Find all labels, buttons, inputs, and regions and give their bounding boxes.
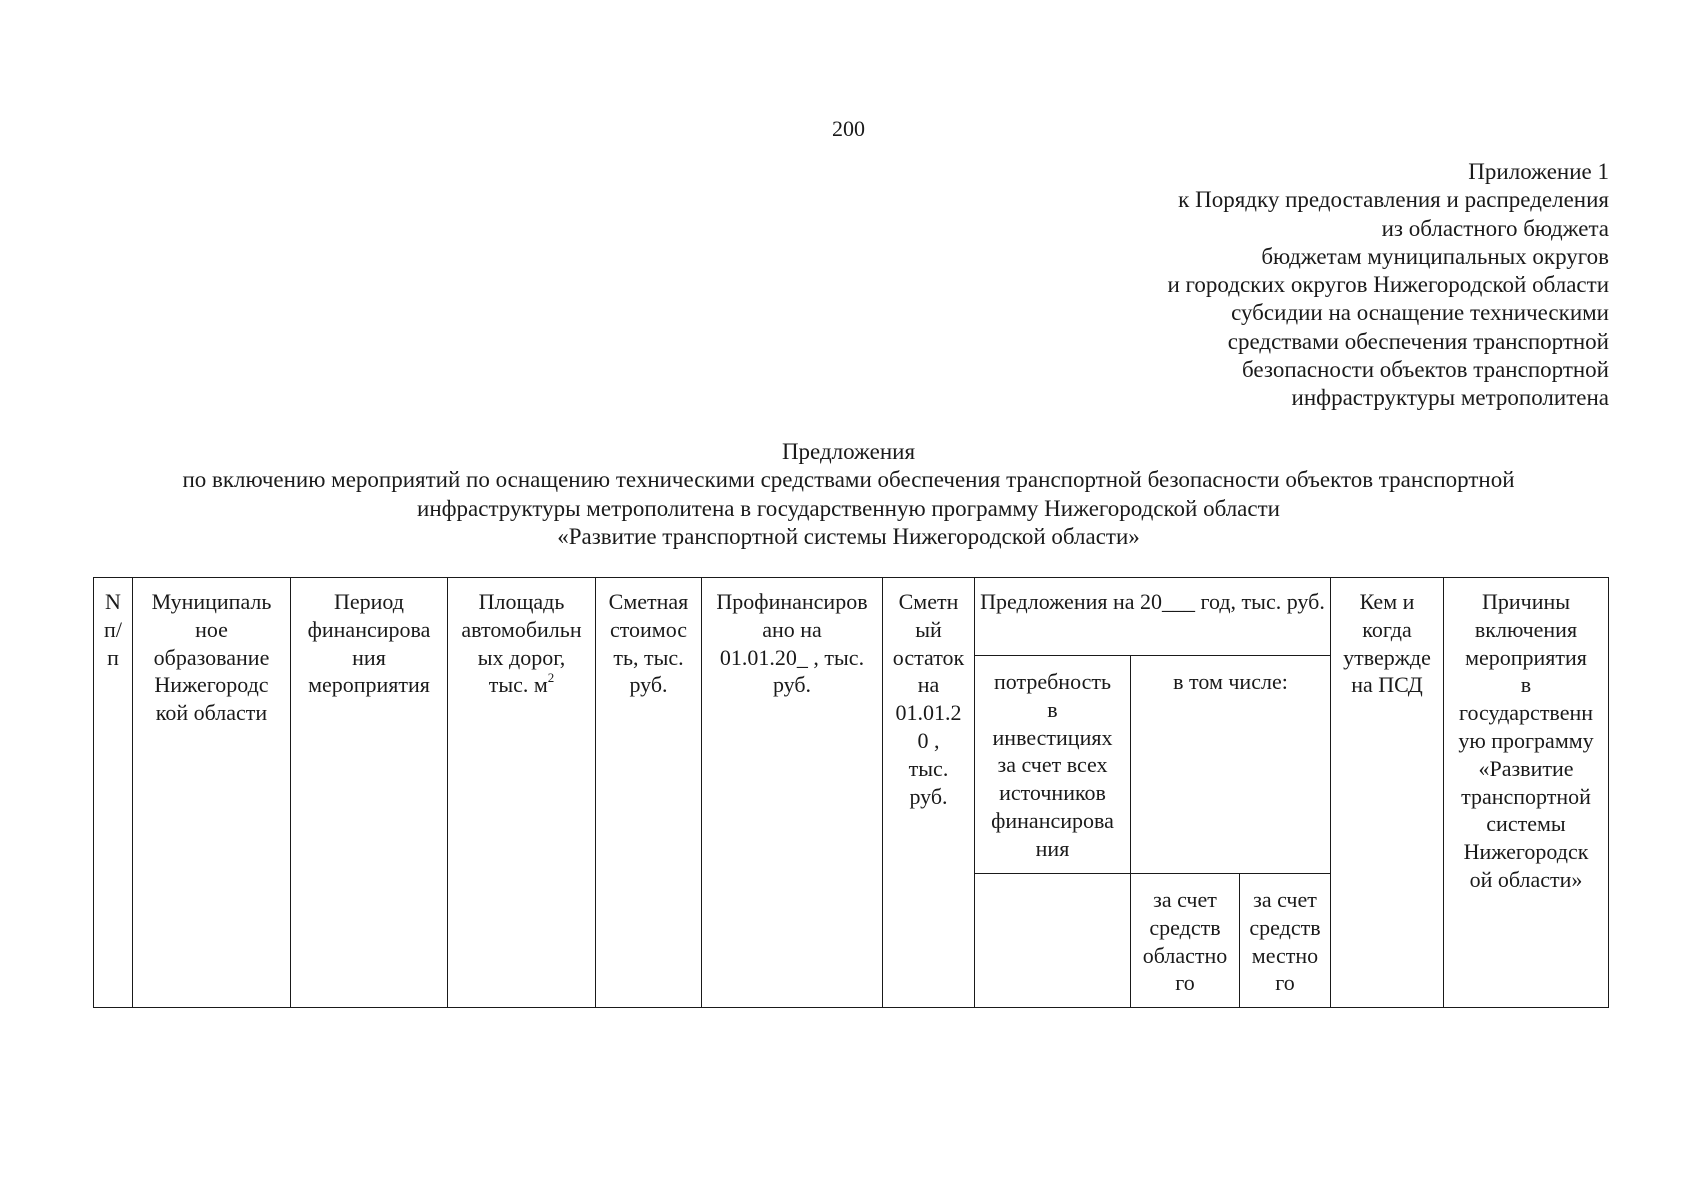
header-line: включения [1474,616,1578,642]
header-line: тыс. [908,755,949,781]
header-line: Кем и [1359,589,1415,614]
header-line: п/ [104,616,122,642]
header-line: средств [1249,914,1321,940]
header-line: «Развитие [1478,755,1574,781]
appendix-line: Приложение 1 [1468,159,1609,184]
header-line: за счет [1153,887,1217,912]
appendix-line: субсидии на оснащение техническими [1231,300,1609,326]
header-line: источников [999,780,1106,806]
appendix-line: средствами обеспечения транспортной [1227,328,1609,354]
header-line: ано на [762,616,822,642]
header-line: в [1047,696,1058,722]
appendix-line: инфраструктуры метрополитена [1291,385,1609,411]
title-line: Предложения [781,439,916,464]
appendix-line: к Порядку предоставления и распределения [1178,187,1609,213]
header-proposals: Предложения на 20___ год, тыс. руб. [975,578,1331,656]
header-line: ых дорог, [477,644,566,670]
header-line: п [107,644,119,670]
header-line: кой области [155,700,268,726]
header-line: руб. [772,672,812,698]
header-reasons [1444,578,1609,1008]
header-remainder [883,578,975,1008]
header-line: потребность [993,669,1112,694]
page-number: 200 [832,116,865,141]
header-line: Период [334,589,404,614]
header-line: системы [1486,811,1566,837]
header-line: N [105,589,121,614]
header-line: на ПСД [1351,672,1423,698]
header-line: 0 , [917,727,940,753]
header-line: руб. [909,783,948,809]
header-num [94,578,133,1008]
header-including: в том числе: [1131,656,1331,874]
header-line: государственн [1458,700,1594,726]
header-line: Сметн [898,589,959,614]
title-line: по включению мероприятий по оснащению техническими средствами обеспечения транспортной безопасности объектов транспортной [182,467,1515,493]
appendix-line: и городских округов Нижегородской области [1167,272,1609,298]
appendix-line: из областного бюджета [1381,215,1609,241]
header-line: 01.01.20_ , тыс. [719,644,865,670]
header-line: 01.01.2 [895,700,962,726]
header-need [975,656,1131,874]
appendix-line: безопасности объектов транспортной [1242,357,1609,383]
empty-cell [975,874,1131,1008]
document-title [0,438,1697,551]
appendix-line: бюджетам муниципальных округов [1261,243,1609,269]
header-line: ый [915,616,942,642]
header-line: ния [352,644,386,670]
header-line: в [1520,672,1532,698]
header-area [448,578,596,1008]
header-line: Нижегородск [1463,839,1589,865]
header-line: руб. [629,672,668,698]
header-estimate [596,578,702,1008]
header-line: областно [1142,942,1228,968]
header-line: Площадь [478,589,565,614]
header-line: ую программу [1458,727,1594,753]
header-line: го [1175,970,1195,996]
header-line: ой области» [1469,866,1583,892]
appendix-block [1167,158,1609,413]
header-line: транспортной [1461,783,1591,809]
title-line: инфраструктуры метрополитена в государственную программу Нижегородской области [417,495,1280,521]
header-line: утвержде [1343,644,1431,670]
header-approved [1331,578,1444,1008]
header-line: средств [1149,914,1221,940]
header-line: Профинансиров [716,589,868,614]
header-municipality [133,578,291,1008]
header-line: образование [153,644,270,670]
header-local [1240,874,1331,1008]
header-area-text [450,588,593,671]
proposals-table [93,577,1609,1008]
header-area-unit: тыс. $м^2$ [488,670,555,698]
header-line: мероприятия [1465,644,1587,670]
header-line: мероприятия [308,672,430,698]
header-line: местно [1251,942,1319,968]
header-line: когда [1362,616,1412,642]
header-line: Муниципаль [151,589,272,614]
header-financed [702,578,883,1008]
header-line: го [1275,970,1295,996]
header-line: инвестициях [992,724,1113,750]
header-line: за счет всех [997,752,1108,778]
header-line: ния [1035,835,1070,861]
header-line: на [917,672,940,698]
header-line: Сметная [608,589,689,614]
header-line: Причины [1481,589,1571,614]
header-line: финансирова [307,616,431,642]
header-period [291,578,448,1008]
header-line: ное [195,616,228,642]
header-line: финансирова [991,807,1114,833]
header-line: остаток [892,644,965,670]
header-line: автомобильн [461,616,582,642]
header-line: стоимос [609,616,688,642]
header-regional [1131,874,1240,1008]
header-line: за счет [1253,887,1317,912]
title-line: «Развитие транспортной системы Нижегородской области» [557,523,1140,549]
header-line: Нижегородс [154,672,269,698]
header-line: ть, тыс. [613,644,684,670]
